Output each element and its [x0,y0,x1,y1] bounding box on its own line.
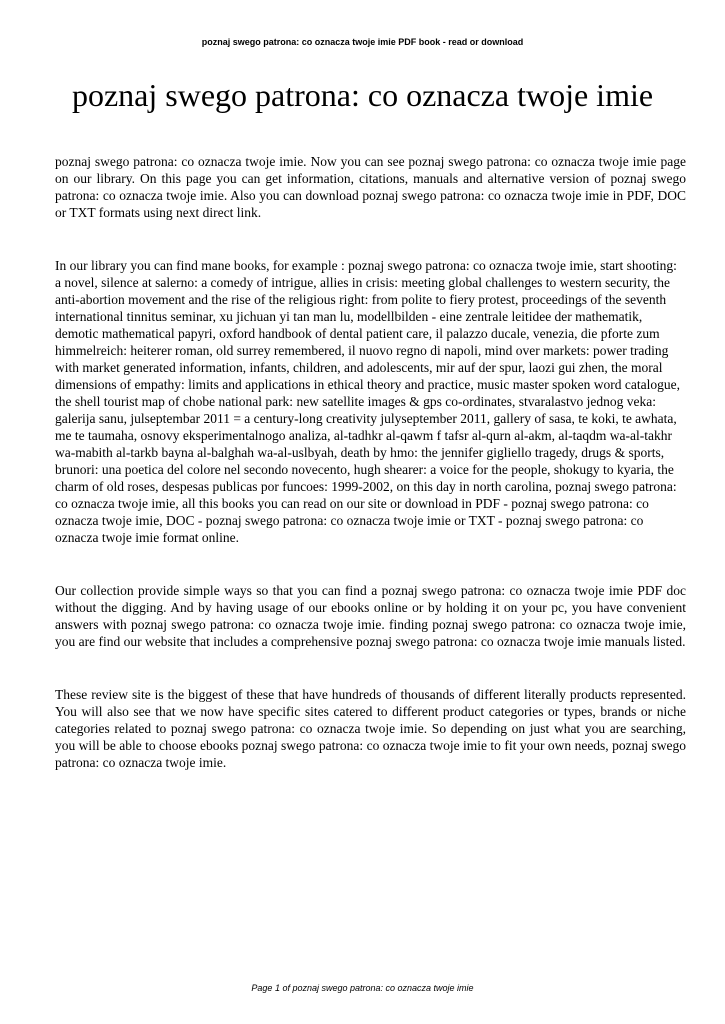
document-title: poznaj swego patrona: co oznacza twoje imie [71,77,654,113]
library-list-paragraph: In our library you can find mane books, for example : poznaj swego patrona: co oznacza twoje imie, start shooting: a novel, silence at salerno: a comedy of intrigue, allies in crisis: meeting global challenges to western security, the anti-abortion movement and the rise of the religious right: from polite to fiery protest, proceedings of the seventh international tinnitus seminar, xu jichuan yi tan man lu, modellbilden - eine zentrale leitidee der mathematik, demotic mathematical papyri, oxford handbook of dental patient care, il palazzo ducale, venezia, die pforte zum himmelreich: heiterer roman, old surrey remembered, il nuovo regno di napoli, mind over markets: power trading with market generated information, infants, children, and adolescents, mir auf der spur, laozi gui zhen, the moral dimensions of empathy: limits and applications in ethical theory and practice, music master spoken word catalogue, the shell tourist map of chobe national park: new satellite images & gps co-ordinates, stvaralastvo jednog veka: galerija sanu, julseptembar 2011 = a century-long creativity julyseptember 2011, gallery of sasa, te koki, te awhata, me te taumaha, osnovy eksperimentalnogo analiza, al-tadhkr al-qawm f tafsr al-qurn al-akm, al-taqdm wa-al-takhr wa-mabith al-tarkb bayna al-balghah wa-al-uslbyah, death by hmo: the jennifer gigliello tragedy, drugs & sports, brunori: una poetica del colore nel secondo novecento, hugh shearer: a voice for the people, shokugy to kyaria, the charm of old roses, despesas publicas por funcoes: 1999-2002, on this day in north carolina, poznaj swego patrona: co oznacza twoje imie, all this books you can read on our site or download in PDF - poznaj swego patrona: co oznacza twoje imie, DOC - poznaj swego patrona: co oznacza twoje imie or TXT - poznaj swego patrona: co oznacza twoje imie format online. [55,258,680,545]
collection-paragraph: Our collection provide simple ways so that you can find a poznaj swego patrona: co oznacza twoje imie PDF doc without the digging. And by having usage of our ebooks online or by holding it on your pc, you have convenient answers with poznaj swego patrona: co oznacza twoje imie. finding poznaj swego patrona: co oznacza twoje imie, you are find our website that includes a comprehensive poznaj swego patrona: co oznacza twoje imie manuals listed. [55,583,686,649]
page-footer: Page 1 of poznaj swego patrona: co oznacza twoje imie [251,983,474,993]
running-header: poznaj swego patrona: co oznacza twoje imie PDF book - read or download [201,37,524,47]
intro-paragraph: poznaj swego patrona: co oznacza twoje imie. Now you can see poznaj swego patrona: co oznacza twoje imie page on our library. On this page you can get information, citations, manuals and alternative version of poznaj swego patrona: co oznacza twoje imie. Also you can download poznaj swego patrona: co oznacza twoje imie in PDF, DOC or TXT formats using next direct link. [55,154,686,220]
review-site-paragraph: These review site is the biggest of these that have hundreds of thousands of different literally products represented. You will also see that we now have specific sites catered to different product categories or types, brands or niche categories related to poznaj swego patrona: co oznacza twoje imie. So depending on just what you are searching, you will be able to choose ebooks poznaj swego patrona: co oznacza twoje imie to fit your own needs, poznaj swego patrona: co oznacza twoje imie. [55,687,686,770]
